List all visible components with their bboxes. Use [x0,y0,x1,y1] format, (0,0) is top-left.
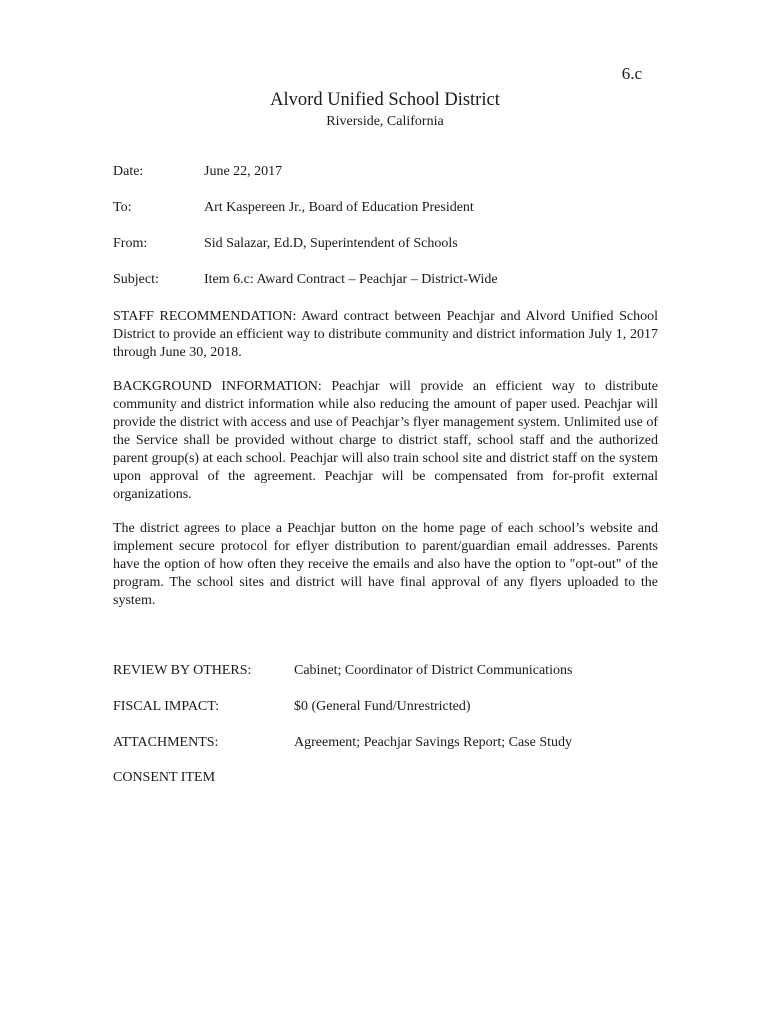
memo-value: June 22, 2017 [204,164,283,179]
district-name: Alvord Unified School District [270,90,500,110]
memo-label: From: [113,236,148,251]
field-value: Cabinet; Coordinator of District Communications [294,663,573,678]
memo-body [113,308,658,626]
memo-value: Item 6.c: Award Contract – Peachjar – District-Wide [204,272,498,287]
item-number: 6.c [621,64,642,83]
district-location: Riverside, California [326,114,444,129]
memo-header [113,164,673,308]
consent-item-label: CONSENT ITEM [113,770,216,785]
field-row-attachments [113,735,673,771]
memo-value: Sid Salazar, Ed.D, Superintendent of Schools [204,236,458,251]
staff-recommendation-paragraph: STAFF RECOMMENDATION: Award contract between Peachjar and Alvord Unified School District to provide an efficient way to distribute community and district information July 1, 2017 through June 30, 2018. [113,309,658,360]
memo-label: To: [113,200,132,215]
document-header [0,88,770,131]
background-information-paragraph: BACKGROUND INFORMATION: Peachjar will provide an efficient way to distribute community and district information while also reducing the amount of paper used. Peachjar will provide the district with access and use of Peachjar’s flyer management system. Unlimited use of the Service shall be provided without charge to district staff, school staff and the authorized parent group(s) at each school. Peachjar will also train school site and district staff on the system upon approval of the agreement. Peachjar will be compensated from for-profit external organizations. [113,379,658,502]
memo-row-subject [113,272,673,308]
memo-label: Date: [113,164,144,179]
field-row-review [113,663,673,699]
field-value: Agreement; Peachjar Savings Report; Case Study [294,735,572,750]
memo-row-to [113,200,673,236]
memo-label: Subject: [113,272,159,287]
district-agreement-paragraph: The district agrees to place a Peachjar button on the home page of each school’s website and implement secure protocol for eflyer distribution to parent/guardian email addresses. Parents have the option of how often they receive the emails and also have the option to "opt-out" of the program. The school sites and district will have final approval of any flyers uploaded to the system. [113,521,658,608]
field-label: REVIEW BY OTHERS: [113,663,252,678]
field-label: ATTACHMENTS: [113,735,219,750]
memo-row-date [113,164,673,200]
field-value: $0 (General Fund/Unrestricted) [294,699,471,714]
summary-fields [113,663,673,771]
memo-row-from [113,236,673,272]
field-label: FISCAL IMPACT: [113,699,220,714]
field-row-fiscal [113,699,673,735]
memo-value: Art Kaspereen Jr., Board of Education President [204,200,474,215]
